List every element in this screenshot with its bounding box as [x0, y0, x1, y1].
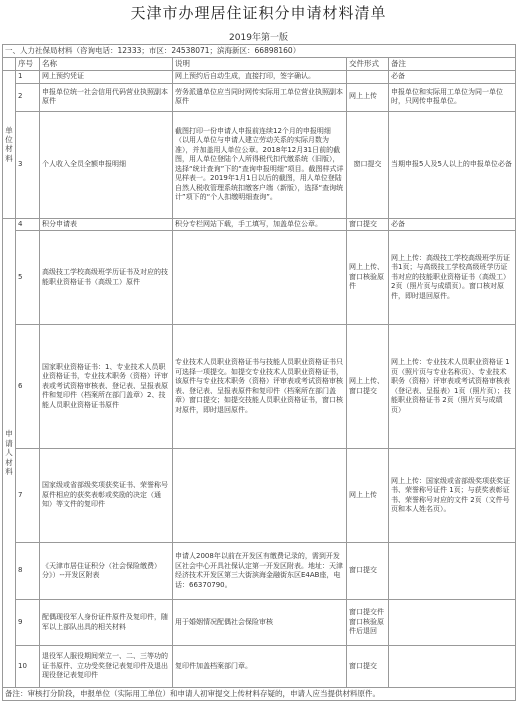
row-form: 窗口提交件窗口核验原件后退回	[347, 600, 389, 646]
row-note	[389, 600, 516, 646]
row-no: 9	[16, 600, 40, 646]
section-heading: 一、人力社保局材料（咨询电话：12333；市区：24538071；滨海新区：66898160）	[3, 45, 516, 58]
row-note: 网上上传：高级技工学校高级班学历证书1页；与高级技工学校高级班学历证书对应的技能职业资格证书（高级工）2页（照片页与成绩页）。窗口核对原件，即时退回原件。	[389, 231, 516, 325]
row-desc	[173, 449, 347, 543]
row-desc: 网上预约后自动生成，直接打印，签字确认。	[173, 71, 347, 83]
row-note: 必备	[389, 218, 516, 230]
row-no: 2	[16, 83, 40, 111]
category-unit: 单位材料	[3, 71, 16, 218]
table-header	[3, 58, 516, 71]
header-no: 序号	[16, 58, 40, 71]
row-note: 网上上传：专业技术人员职业资格证 1页（照片页与专业名称页）、专业技术职务（资格）评审表或考试资格审核表（登记表、呈报表）1页（照片页）；技能职业资格证书 2页（照片页与成绩页）	[389, 325, 516, 449]
materials-table	[2, 44, 516, 701]
row-name: 个人收入全员全额申报明细	[40, 111, 173, 218]
row-note: 必备	[389, 71, 516, 83]
row-desc: 用于婚姻情况配偶社会保险审核	[173, 600, 347, 646]
row-note	[389, 543, 516, 600]
header-form: 交件形式	[347, 58, 389, 71]
row-desc	[173, 231, 347, 325]
row-no: 5	[16, 231, 40, 325]
row-no: 7	[16, 449, 40, 543]
row-form: 窗口提交	[347, 543, 389, 600]
row-desc: 专业技术人员职业资格证书与技能人员职业资格证书只可选择一项提交。如提交专业技术人员职业资格证书，该原件与专业技术职务（资格）评审表或考试资格审核表、登记表、呈报表原件和复印件（档案所在部门盖章）窗口提交；如提交技能人员职业资格证书，窗口核对原件，即时退回原件。	[173, 325, 347, 449]
table-row	[3, 325, 516, 449]
row-name: 退役军人服役期间荣立一、二、三等功的证书原件、立功受奖登记表复印件及退出现役登记表复印件	[40, 646, 173, 688]
row-form: 网上上传	[347, 83, 389, 111]
footer-note: 备注：审核打分阶段，申报单位（实际用工单位）和申请人初审提交上传材料存疑的，申请人应当提供材料原件。	[3, 688, 516, 701]
row-no: 3	[16, 111, 40, 218]
row-name: 《天津市居住证积分（社会保险缴费）分》）--开发区附表	[40, 543, 173, 600]
row-no: 8	[16, 543, 40, 600]
row-no: 6	[16, 325, 40, 449]
row-name: 网上预约凭证	[40, 71, 173, 83]
row-desc: 积分专栏网站下载，手工填写，加盖单位公章。	[173, 218, 347, 230]
header-name: 名称	[40, 58, 173, 71]
header-note: 备注	[389, 58, 516, 71]
table-row	[3, 218, 516, 230]
row-form: 窗口提交	[347, 111, 389, 218]
row-desc: 申请人2008年以前在开发区有缴费记录的，需到开发区社会中心开具社保认定第一开发区附表。地址：天津经济技术开发区第三大街滨海金融街东区E4AB座，电话：66370790。	[173, 543, 347, 600]
row-name: 积分申请表	[40, 218, 173, 230]
page-title: 天津市办理居住证积分申请材料清单	[130, 4, 387, 22]
row-no: 10	[16, 646, 40, 688]
row-note: 申报单位和实际用工单位为同一单位时，只网传申报单位。	[389, 83, 516, 111]
row-name: 国家职业资格证书：1、专业技术人员职业资格证书，专业技术职务（资格）评审表或考试资格审核表、登记表、呈报表原件和复印件（档案所在部门盖章）2、技能人员职业资格证书原件	[40, 325, 173, 449]
row-desc: 截图打印一份申请人申报前连续12个月的申报明细（以用人单位与申请人建立劳动关系的实际月数为准），并加盖用人单位公章。2018年12月31日前的截图，用人单位登陆个人所得税代扣代缴系统（旧版），选择“统计查询”下的“查询申报明细”项目。截图样式详见样表一。2019年1月1日以后的截图，用人单位登陆自然人税收管理系统扣缴客户端（新版），选择“查询统计”项下的“个人扣缴明细查询”。	[173, 111, 347, 218]
row-name: 配偶现役军人身份证件原件及复印件，随军以上部队出具的相关材料	[40, 600, 173, 646]
table-row	[3, 71, 516, 83]
row-form: 网上上传、窗口核验原件	[347, 231, 389, 325]
row-note	[389, 646, 516, 688]
table-row	[3, 646, 516, 688]
row-form: 网上上传	[347, 449, 389, 543]
row-form: 窗口提交	[347, 646, 389, 688]
category-applicant: 申请人材料	[3, 218, 16, 687]
table-row	[3, 83, 516, 111]
row-no: 1	[16, 71, 40, 83]
row-name: 国家级或省部级奖项获奖证书、荣誉称号原件相应的获奖表彰或奖励的决定（通知）等文件的复印件	[40, 449, 173, 543]
row-form	[347, 71, 389, 83]
table-row	[3, 231, 516, 325]
row-name: 高级技工学校高级班学历证书及对应的技能职业资格证书（高级工）原件	[40, 231, 173, 325]
header-desc: 说明	[173, 58, 347, 71]
page-subtitle: 2019年第一版	[229, 33, 288, 43]
row-no: 4	[16, 218, 40, 230]
row-note: 当期申报5人及5人以上的申报单位必备	[389, 111, 516, 218]
row-desc: 复印件加盖档案部门章。	[173, 646, 347, 688]
row-desc: 劳务派遣单位应当同时网传实际用工单位营业执照副本原件	[173, 83, 347, 111]
table-row	[3, 543, 516, 600]
row-form: 网上上传、窗口提交	[347, 325, 389, 449]
table-row	[3, 111, 516, 218]
table-row	[3, 600, 516, 646]
table-row	[3, 449, 516, 543]
row-name: 申报单位统一社会信用代码营业执照副本原件	[40, 83, 173, 111]
row-note: 网上上传：国家级或省部级奖项获奖证书、荣誉称号证件 1页；与获奖表彰证书、荣誉称号对应的文件 2页（文件号页和本人姓名页）。	[389, 449, 516, 543]
row-form: 窗口提交	[347, 218, 389, 230]
